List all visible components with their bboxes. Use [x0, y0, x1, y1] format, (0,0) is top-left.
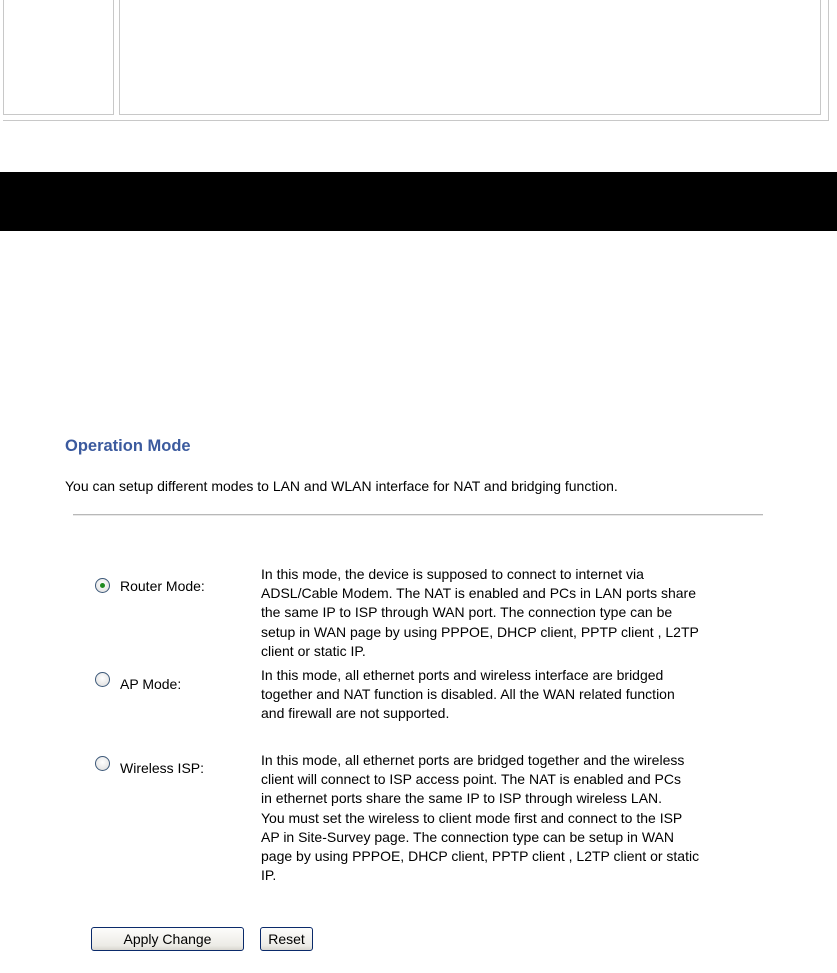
page-subtitle: You can setup different modes to LAN and WLAN interface for NAT and bridging function.: [65, 478, 618, 494]
ap-mode-label[interactable]: AP Mode:: [120, 676, 182, 692]
reset-button[interactable]: Reset: [260, 927, 313, 951]
divider: [73, 514, 763, 516]
apply-change-button[interactable]: Apply Change: [91, 927, 244, 951]
description-line: setup in WAN page by using PPPOE, DHCP client, PPTP client , L2TP: [261, 623, 699, 640]
table-cell-right: [119, 0, 821, 115]
ap-mode-description: [261, 666, 771, 724]
description-line: ADSL/Cable Modem. The NAT is enabled and PCs in LAN ports share: [261, 585, 696, 602]
description-line: client or static IP.: [261, 642, 366, 659]
description-line: together and NAT function is disabled. All the WAN related function: [261, 686, 675, 703]
radio-selected-dot: [100, 583, 105, 588]
description-line: In this mode, all ethernet ports and wireless interface are bridged: [261, 667, 664, 683]
table-cell-left: [3, 0, 114, 115]
description-line: the same IP to ISP through WAN port. The connection type can be: [261, 604, 673, 621]
description-line: IP.: [261, 867, 277, 884]
description-line: In this mode, the device is supposed to connect to internet via: [261, 566, 644, 582]
description-line: in ethernet ports share the same IP to ISP through wireless LAN.: [261, 790, 663, 807]
section-banner: [0, 172, 837, 231]
description-line: AP in Site-Survey page. The connection type can be setup in WAN: [261, 828, 674, 845]
description-line: and firewall are not supported.: [261, 705, 450, 722]
ap-mode-radio[interactable]: [95, 672, 110, 687]
page-title: Operation Mode: [65, 437, 191, 455]
wireless-isp-radio[interactable]: [95, 756, 110, 771]
description-line: client will connect to ISP access point. The NAT is enabled and PCs: [261, 771, 681, 788]
wireless-isp-description: [261, 751, 771, 885]
description-line: In this mode, all ethernet ports are bridged together and the wireless: [261, 752, 685, 768]
router-mode-label[interactable]: Router Mode:: [120, 578, 205, 594]
router-mode-description: [261, 565, 771, 661]
router-mode-radio[interactable]: [95, 578, 110, 593]
description-line: You must set the wireless to client mode first and connect to the ISP: [261, 809, 683, 826]
wireless-isp-label[interactable]: Wireless ISP:: [120, 760, 205, 776]
operation-mode-panel: [59, 418, 777, 973]
description-line: page by using PPPOE, DHCP client, PPTP client , L2TP client or static: [261, 848, 700, 865]
